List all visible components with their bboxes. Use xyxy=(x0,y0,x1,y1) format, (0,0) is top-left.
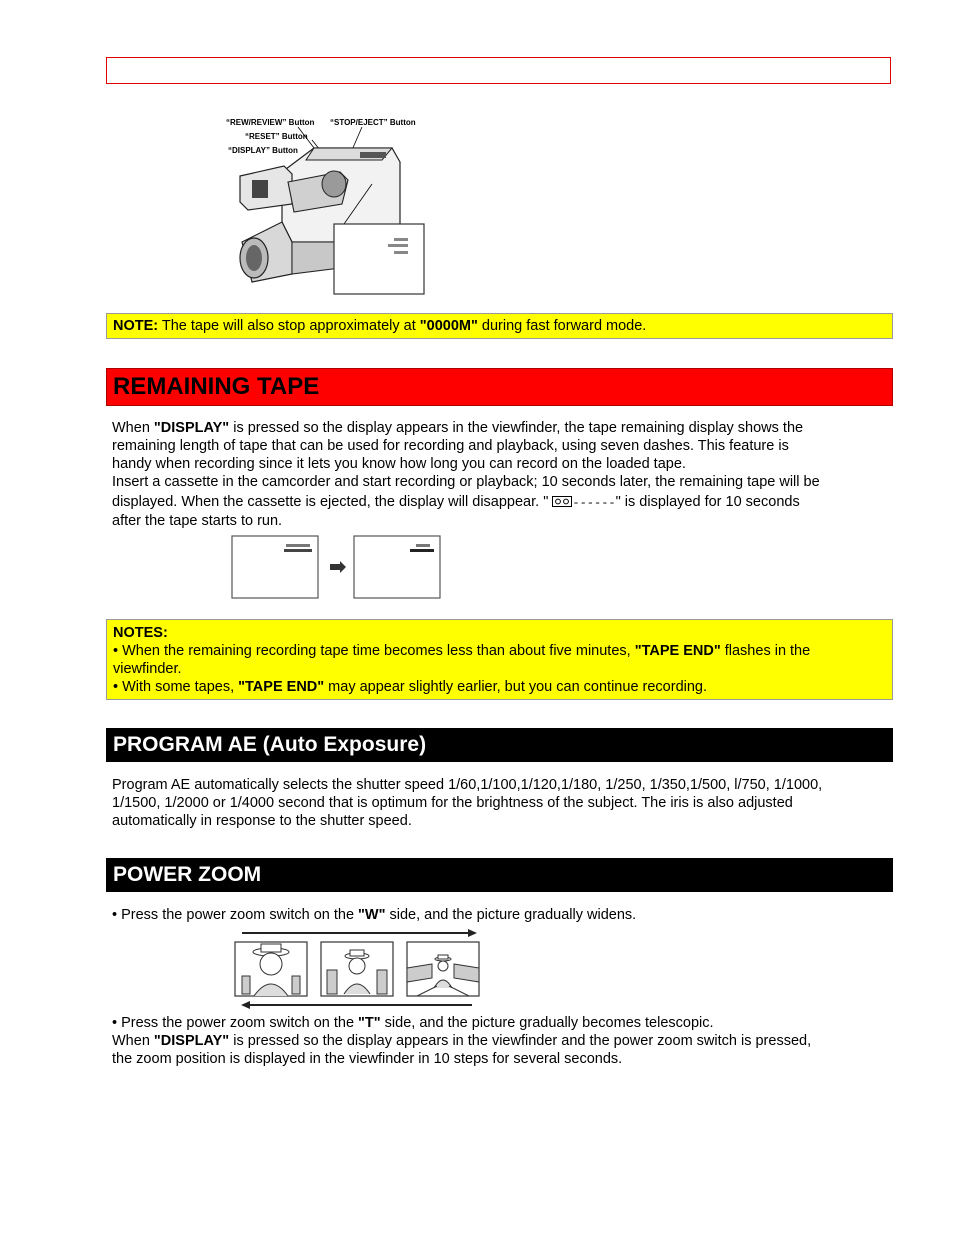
note-text: The tape will also stop approximately at xyxy=(158,318,420,334)
label-rew-review: “REW/REVIEW” Button xyxy=(226,118,315,127)
section-heading-power-zoom: POWER ZOOM xyxy=(106,858,893,892)
power-zoom-wide-text: • Press the power zoom switch on the "W" side, and the picture gradually widens. xyxy=(112,907,637,923)
label-stop-eject: “STOP/EJECT” Button xyxy=(330,118,416,127)
remaining-tape-display-figure xyxy=(230,534,444,600)
note-value: "0000M" xyxy=(419,318,478,334)
header-frame xyxy=(106,57,891,84)
section-heading-program-ae: PROGRAM AE (Auto Exposure) xyxy=(106,728,893,762)
zoom-sequence-figure xyxy=(232,928,482,1012)
remaining-tape-paragraph: When "DISPLAY" is pressed so the display appears in the viewfinder, the tape remaining display shows the remaining length of tape that can be used for recording and playback, using seven dashes. This feature is handy when recording since it lets you know how long you can record on the loaded tape. Insert a cassette in the camcorder and start recording or playback; 10 seconds later, the remaining tape will be displayed. When the cassette is ejected, the display will disappear. " ------" is displayed for 10 seconds after the tape starts to run. xyxy=(112,420,820,529)
note-lead: NOTE: xyxy=(113,318,159,334)
notes-lead: NOTES: xyxy=(113,625,168,641)
label-display: “DISPLAY” Button xyxy=(228,146,298,155)
program-ae-paragraph: Program AE automatically selects the shutter speed 1/60,1/100,1/120,1/180, 1/250, 1/350,1/500, l/750, 1/1000, 1/1500, 1/2000 or 1/4000 second that is optimum for the brightness of the subject. The iris is also adjusted automatically in response to the shutter speed. xyxy=(112,777,823,829)
remaining-dashes: ------ xyxy=(572,496,616,510)
label-reset: “RESET” Button xyxy=(245,132,308,141)
section-heading-remaining-tape: REMAINING TAPE xyxy=(106,368,893,406)
note-fast-forward xyxy=(106,313,893,339)
camcorder-figure xyxy=(222,114,432,300)
note-text-end: during fast forward mode. xyxy=(477,318,647,334)
notes-tape-end: NOTES: • When the remaining recording tape time becomes less than about five minutes, "TAPE END" flashes in the viewfinder. • With some tapes, "TAPE END" may appear slightly earlier, but you can continue recording. xyxy=(106,619,893,700)
zoom-illustration xyxy=(232,928,482,1012)
viewfinder-display-illustration xyxy=(230,534,444,600)
camcorder-illustration xyxy=(222,114,432,300)
cassette-icon xyxy=(552,496,572,507)
power-zoom-tele-paragraph: • Press the power zoom switch on the "T" side, and the picture gradually becomes telescopic. When "DISPLAY" is pressed so the display appears in the viewfinder and the power zoom switch is pressed, the zoom position is displayed in the viewfinder in 10 steps for several seconds. xyxy=(112,1015,812,1067)
